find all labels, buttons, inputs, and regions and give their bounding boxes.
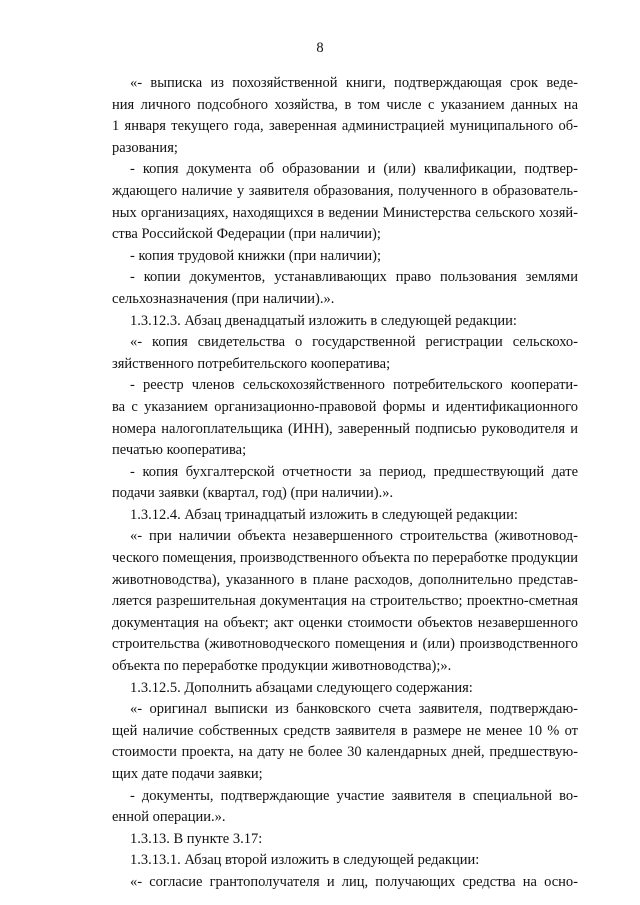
text-line: документация на объект; акт оценки стоимости объектов незавершенного [112, 614, 578, 631]
text-line: - копия бухгалтерской отчетности за период, предшествующий дате [130, 463, 578, 480]
text-line: - копии документов, устанавливающих право пользования землями [130, 269, 578, 286]
text-line: - документы, подтверждающие участие заявителя в специальной во- [130, 787, 578, 804]
text-line: печатью кооператива; [112, 442, 247, 459]
text-line: 1.3.13.1. Абзац второй изложить в следующей редакции: [130, 852, 480, 869]
text-line: 1 января текущего года, заверенная администрацией муниципального об- [112, 118, 578, 135]
text-line: ния личного подсобного хозяйства, в том числе с указанием данных на [112, 96, 578, 113]
text-line: - копия трудовой книжки (при наличии); [130, 247, 381, 264]
text-line: 1.3.12.5. Дополнить абзацами следующего содержания: [130, 679, 473, 696]
text-line: «- копия свидетельства о государственной регистрации сельскохо- [130, 334, 578, 351]
text-line: ляется разрешительная документация на строительство; проектно-сметная [112, 593, 578, 610]
text-line: «- согласие грантополучателя и лиц, получающих средства на осно- [130, 873, 578, 890]
text-line: щих дате подачи заявки; [112, 766, 263, 782]
text-line: ных организациях, находящихся в ведении Министерства сельского хозяй- [112, 204, 578, 221]
document-body [112, 73, 578, 894]
text-line: животноводства), указанного в плане расходов, дополнительно представ- [112, 571, 578, 588]
text-line: объекта по переработке продукции животноводства);». [112, 658, 452, 675]
text-line: 1.3.13. В пункте 3.17: [130, 830, 263, 847]
text-line: - копия документа об образовании и (или) квалификации, подтвер- [130, 161, 578, 178]
text-line: сельхозназначения (при наличии).». [112, 290, 335, 307]
text-line: ва с указанием организационно-правовой формы и идентификационного [112, 398, 578, 415]
text-line: - реестр членов сельскохозяйственного потребительского кооперати- [130, 377, 578, 394]
text-line: зяйственного потребительского кооператива; [112, 355, 391, 372]
text-line: строительства (животноводческого помещения и (или) производственного [112, 636, 578, 653]
text-line: «- выписка из похозяйственной книги, подтверждающая срок веде- [130, 75, 578, 91]
text-line: номера налогоплательщика (ИНН), заверенный подписью руководителя и [112, 420, 578, 437]
page-number: 8 [316, 40, 324, 56]
text-line: «- при наличии объекта незавершенного строительства (животновод- [130, 528, 578, 545]
text-line: ства Российской Федерации (при наличии); [112, 226, 381, 243]
text-line: щей наличие собственных средств заявителя в размере не менее 10 % от [112, 722, 578, 739]
text-line: енной операции.». [112, 809, 226, 826]
text-line: разования; [112, 139, 178, 156]
text-line: стоимости проекта, на дату не более 30 календарных дней, предшествую- [112, 744, 578, 761]
text-line: «- оригинал выписки из банковского счета заявителя, подтверждаю- [130, 701, 578, 718]
text-line: ческого помещения, производственного объекта по переработке продукции [112, 550, 578, 567]
text-line: 1.3.12.3. Абзац двенадцатый изложить в следующей редакции: [130, 312, 517, 329]
text-line: 1.3.12.4. Абзац тринадцатый изложить в следующей редакции: [130, 506, 518, 523]
text-line: ждающего наличие у заявителя образования, полученного в образователь- [112, 182, 578, 199]
text-line: подачи заявки (квартал, год) (при наличии).». [112, 485, 394, 502]
